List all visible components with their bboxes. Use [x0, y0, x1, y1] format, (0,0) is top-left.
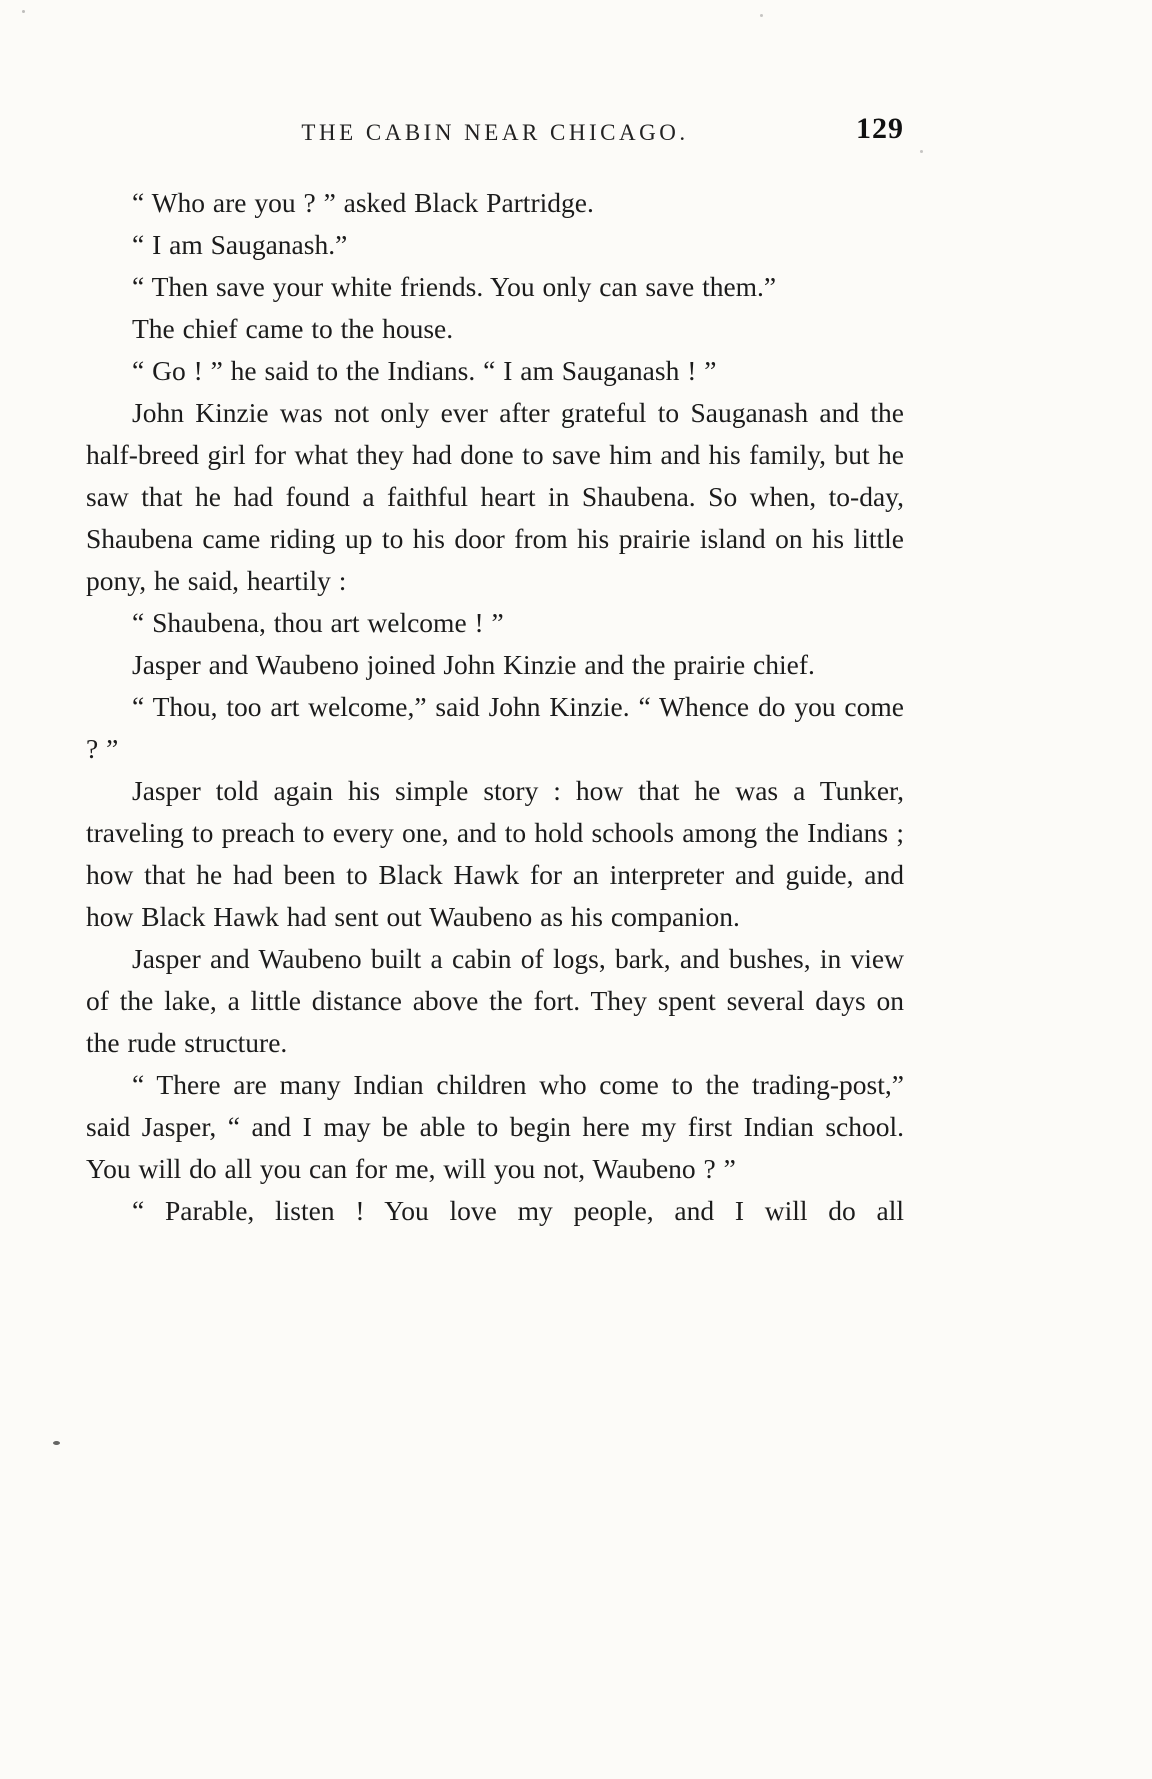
- paragraph: “ Then save your white friends. You only can save them.”: [132, 271, 777, 302]
- paragraph: “ Who are you ? ” asked Black Partridge.: [132, 187, 594, 218]
- scan-speck: [22, 10, 25, 13]
- page-number: 129: [856, 112, 904, 145]
- paragraph: John Kinzie was not only ever after grateful to Sauganash and the half-breed girl for what they had done to save him and his family, but he saw that he had found a faithful heart in Shaubena. So when, to-day, Shaubena came riding up to his door from his prairie island on his little pony, he said, heartily :: [86, 397, 904, 596]
- page-body: [86, 182, 904, 1232]
- paragraph: “ Thou, too art welcome,” said John Kinzie. “ Whence do you come ? ”: [86, 691, 904, 764]
- paragraph: “ I am Sauganash.”: [132, 229, 348, 260]
- paragraph: “ Shaubena, thou art welcome ! ”: [132, 607, 504, 638]
- paragraph: “ There are many Indian children who come to the trading-post,” said Jasper, “ and I may be able to begin here my first Indian school. You will do all you can for me, will you not, Waubeno ? ”: [86, 1069, 904, 1184]
- scan-speck: [920, 150, 923, 153]
- scan-speck: [760, 14, 763, 17]
- page-header: [86, 112, 904, 158]
- scan-speck: [53, 1441, 60, 1445]
- paragraph: The chief came to the house.: [132, 313, 454, 344]
- paragraph: Jasper and Waubeno joined John Kinzie and the prairie chief.: [132, 649, 815, 680]
- paragraph: “ Parable, listen ! You love my people, and I will do all: [132, 1195, 904, 1226]
- paragraph: Jasper told again his simple story : how that he was a Tunker, traveling to preach to every one, and to hold schools among the Indians ; how that he had been to Black Hawk for an interpreter and guide, and how Black Hawk had sent out Waubeno as his companion.: [86, 775, 904, 932]
- running-header-title: THE CABIN NEAR CHICAGO.: [301, 120, 689, 145]
- paragraph: Jasper and Waubeno built a cabin of logs, bark, and bushes, in view of the lake, a little distance above the fort. They spent several days on the rude structure.: [86, 943, 904, 1058]
- paragraph: “ Go ! ” he said to the Indians. “ I am Sauganash ! ”: [132, 355, 717, 386]
